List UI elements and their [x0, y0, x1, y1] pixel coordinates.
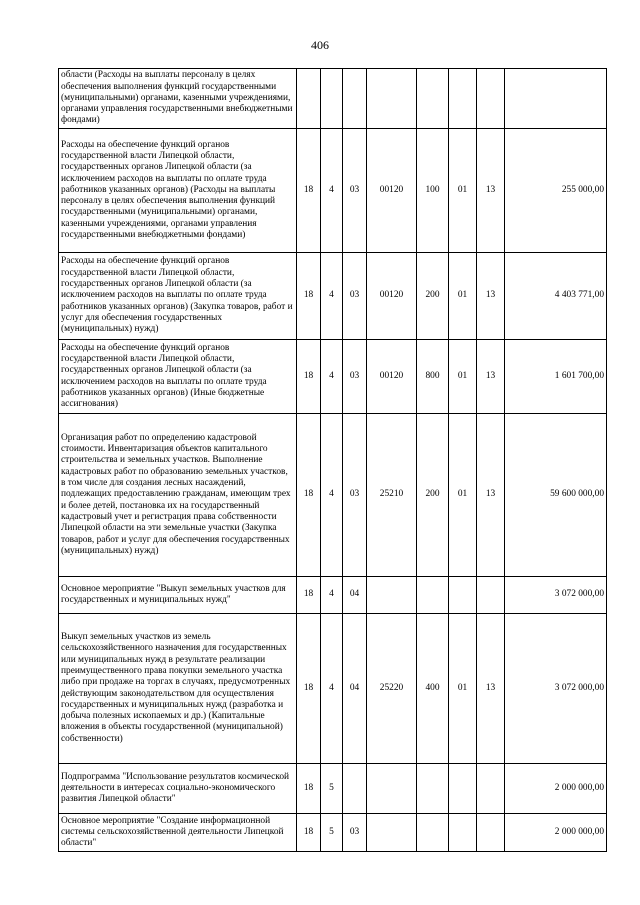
- code-cell: 4: [321, 414, 343, 577]
- code-cell: 25210: [367, 414, 417, 577]
- code-cell: 03: [343, 340, 367, 414]
- code-cell: 13: [477, 340, 505, 414]
- amount-cell: 3 072 000,00: [505, 577, 607, 614]
- code-cell: 00120: [367, 340, 417, 414]
- table-row: [59, 340, 607, 414]
- table-row: [59, 414, 607, 577]
- code-cell: 4: [321, 577, 343, 614]
- code-cell: 13: [477, 129, 505, 253]
- row-description: Подпрограмма "Использование результатов космической деятельности в интересах социально-экономического развития Липецкой области": [59, 764, 297, 814]
- budget-table: [58, 68, 607, 852]
- code-cell: 13: [477, 614, 505, 764]
- code-cell: 4: [321, 340, 343, 414]
- code-cell: 100: [417, 129, 449, 253]
- code-cell: 13: [477, 253, 505, 340]
- code-cell: 03: [343, 414, 367, 577]
- code-cell: 01: [449, 340, 477, 414]
- code-cell: 03: [343, 253, 367, 340]
- code-cell: 03: [343, 814, 367, 852]
- code-cell: [449, 69, 477, 129]
- code-cell: 4: [321, 614, 343, 764]
- code-cell: [367, 814, 417, 852]
- row-description: Основное мероприятие "Создание информационной системы сельскохозяйственной деятельности Липецкой области": [59, 814, 297, 852]
- code-cell: [449, 814, 477, 852]
- row-description: Выкуп земельных участков из земель сельскохозяйственного назначения для государственных или муниципальных нужд в результате реализации преимущественного права покупки земельного участка либо при продаже на торгах в случаях, предусмотренных действующим законодательством для осуществления государственных и муниципальных нужд (разработка и добыча полезных ископаемых и др.) (Капитальные вложения в объекты государственной (муниципальной) собственности): [59, 614, 297, 764]
- code-cell: 18: [297, 129, 321, 253]
- row-description: Расходы на обеспечение функций органов государственной власти Липецкой области, государственных органов Липецкой области (за исключением расходов на выплаты по оплате труда работников указанных органов) (Расходы на выплаты персоналу в целях обеспечения выполнения функций государственными (муниципальными) органами, казенными учреждениями, органами управления государственными внебюджетными фондами): [59, 129, 297, 253]
- table-row: [59, 129, 607, 253]
- table-row: [59, 614, 607, 764]
- code-cell: 18: [297, 414, 321, 577]
- code-cell: [477, 814, 505, 852]
- code-cell: 4: [321, 253, 343, 340]
- amount-cell: 4 403 771,00: [505, 253, 607, 340]
- code-cell: [417, 814, 449, 852]
- code-cell: 01: [449, 129, 477, 253]
- row-description: Расходы на обеспечение функций органов государственной власти Липецкой области, государственных органов Липецкой области (за исключением расходов на выплаты по оплате труда работников указанных органов) (Иные бюджетные ассигнования): [59, 340, 297, 414]
- code-cell: 18: [297, 577, 321, 614]
- amount-cell: 3 072 000,00: [505, 614, 607, 764]
- code-cell: 03: [343, 129, 367, 253]
- amount-cell: 255 000,00: [505, 129, 607, 253]
- table-row: [59, 253, 607, 340]
- code-cell: 00120: [367, 129, 417, 253]
- code-cell: [477, 577, 505, 614]
- code-cell: [477, 764, 505, 814]
- table-row: [59, 814, 607, 852]
- code-cell: 00120: [367, 253, 417, 340]
- code-cell: [343, 764, 367, 814]
- code-cell: 4: [321, 129, 343, 253]
- code-cell: 400: [417, 614, 449, 764]
- code-cell: 01: [449, 614, 477, 764]
- code-cell: [449, 577, 477, 614]
- code-cell: 18: [297, 764, 321, 814]
- code-cell: [417, 69, 449, 129]
- code-cell: [297, 69, 321, 129]
- page-number: 406: [311, 38, 329, 52]
- amount-cell: 1 601 700,00: [505, 340, 607, 414]
- code-cell: [343, 69, 367, 129]
- table-row: [59, 577, 607, 614]
- code-cell: 04: [343, 614, 367, 764]
- row-description: области (Расходы на выплаты персоналу в целях обеспечения выполнения функций государственными (муниципальными) органами, казенными учреждениями, органами управления государственными внебюджетными фондами): [59, 69, 297, 129]
- code-cell: 200: [417, 414, 449, 577]
- code-cell: 18: [297, 614, 321, 764]
- code-cell: 01: [449, 414, 477, 577]
- code-cell: [367, 69, 417, 129]
- code-cell: [477, 69, 505, 129]
- row-description: Организация работ по определению кадастровой стоимости. Инвентаризация объектов капитального строительства и земельных участков. Выполнение кадастровых работ по образованию земельных участков, в том числе для создания лесных насаждений, подлежащих предоставлению гражданам, имеющим трех и более детей, постановка их на государственный кадастровый учет и регистрация права собственности Липецкой области на эти земельные участки (Закупка товаров, работ и услуг для обеспечения государственных (муниципальных) нужд): [59, 414, 297, 577]
- code-cell: 13: [477, 414, 505, 577]
- code-cell: [321, 69, 343, 129]
- code-cell: 01: [449, 253, 477, 340]
- code-cell: [367, 764, 417, 814]
- code-cell: [417, 577, 449, 614]
- amount-cell: [505, 69, 607, 129]
- code-cell: 25220: [367, 614, 417, 764]
- code-cell: 04: [343, 577, 367, 614]
- code-cell: [417, 764, 449, 814]
- table-row: [59, 764, 607, 814]
- amount-cell: 59 600 000,00: [505, 414, 607, 577]
- amount-cell: 2 000 000,00: [505, 814, 607, 852]
- code-cell: 200: [417, 253, 449, 340]
- code-cell: 5: [321, 764, 343, 814]
- row-description: Расходы на обеспечение функций органов государственной власти Липецкой области, государственных органов Липецкой области (за исключением расходов на выплаты по оплате труда работников указанных органов) (Закупка товаров, работ и услуг для обеспечения государственных (муниципальных) нужд): [59, 253, 297, 340]
- row-description: Основное мероприятие "Выкуп земельных участков для государственных и муниципальных нужд": [59, 577, 297, 614]
- code-cell: [367, 577, 417, 614]
- code-cell: 18: [297, 814, 321, 852]
- code-cell: 18: [297, 253, 321, 340]
- amount-cell: 2 000 000,00: [505, 764, 607, 814]
- code-cell: 800: [417, 340, 449, 414]
- code-cell: 5: [321, 814, 343, 852]
- code-cell: 18: [297, 340, 321, 414]
- code-cell: [449, 764, 477, 814]
- table-row: [59, 69, 607, 129]
